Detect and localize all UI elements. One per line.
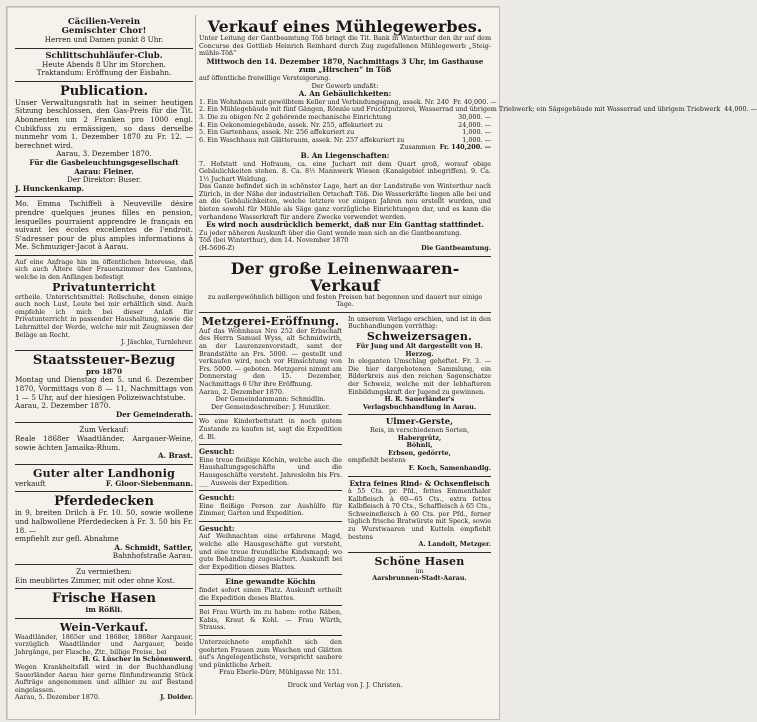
ad-title: Publication.	[59, 83, 149, 99]
ad-date: Töß (bei Winterthur), den 14. November 1870	[199, 236, 349, 245]
ad-leinenwaaren	[199, 257, 491, 313]
ad-staatssteuer	[15, 351, 193, 424]
left-column	[15, 15, 193, 705]
item-label: 4. Ein Oekonomiegebäude, assek. Nr. 255, affekuriert zu	[199, 120, 383, 129]
ad-subtitle: Gemischter Chor!	[61, 26, 147, 36]
item-value: 30,000. —	[458, 112, 491, 121]
list-item: Böhnli,	[406, 441, 433, 450]
list-item: Reis, in verschiedenen Sorten,	[369, 425, 470, 434]
ad-body: verkauft	[15, 478, 46, 488]
ad-signature: A. Schmidt, Sattler,	[114, 542, 193, 552]
ad-ulmer-gerste	[348, 415, 491, 476]
ad-emphasis: Es wird noch ausdrücklich bemerkt, daß nur Ein Ganttag stattfindet.	[206, 220, 484, 230]
ad-signature: J. Jäschke, Turnlehrer.	[121, 338, 193, 347]
ad-waschen	[199, 636, 342, 680]
ad-row	[199, 245, 491, 253]
ad-title: Gesucht:	[199, 523, 235, 533]
list-item: Habergrütz,	[397, 433, 442, 442]
item-label: 2. Ein Mühlegebäude mit fünf Gängen, Rönnle und Fruchtputzerei, Wasserrad und übrigem Triebwerk; ein Sägegebäude mit Wasserrad und übrigem Triebwerk	[199, 105, 721, 114]
ad-address: Bahnhofstraße Aarau.	[112, 551, 193, 561]
ad-line: Heute Abends 8 Uhr im Storchen.	[42, 59, 166, 69]
ad-title: Gesucht:	[199, 493, 235, 503]
ad-kinderbett	[199, 415, 342, 445]
ad-title: Privatunterricht	[52, 280, 156, 294]
ad-vermiethen	[15, 565, 193, 589]
ad-title: Eine gewandte Köchin	[225, 577, 316, 587]
ad-signature: F. Koch, Samenhandlg.	[408, 463, 491, 472]
ad-condition: auf öffentliche freiwillige Versteigerung.	[199, 73, 331, 82]
item-value: Fr. 40,000. —	[452, 97, 497, 106]
item-value: 44,000. —	[724, 105, 757, 114]
item-value: 1,000. —	[462, 128, 491, 137]
ad-title: Guter alter Landhonig	[32, 466, 176, 480]
subcolumn-left	[199, 313, 342, 680]
ad-muehlegewerbe	[199, 15, 757, 257]
total-value: Fr. 140,200. —	[439, 143, 491, 152]
ad-body: Unterzeichnete empfiehlt sich den geehrten Frauen zum Waschen und Glätten auf's Angelegentlichste, verspricht saubere und pünktliche Arbeit.	[199, 638, 342, 669]
ad-title: Ulmer-Gerste,	[385, 417, 454, 428]
ad-signature: Aarsbrunnen-Stadt-Aarau.	[372, 574, 467, 583]
ad-body: Auf Weihnachten eine erfahrene Magd, welche alle Hausgeschäfte gut versteht, und eine treue freundliche Kindsmagd; wo gute Behandlung zugesichert. Auskunft bei der Expedition dieses Blattes.	[199, 532, 342, 571]
ad-title: Zu vermiethen:	[76, 566, 132, 576]
ad-body: Eine treue fleißige Köchin, welche auch die Haushaltungsgeschäfte und die Hausgeschäfte versteht. Jahreslohn bis Frs. ___ Ausweis der Expedition.	[199, 455, 342, 487]
ad-line: Herren und Damen punkt 8 Uhr.	[44, 35, 164, 44]
ad-privatunterricht	[15, 256, 193, 351]
ad-subtitle: Für Jung und Alt dargestellt von H. Herzog.	[356, 342, 483, 358]
ad-signature: Der Gemeinderath.	[115, 409, 193, 419]
ad-date: Aarau, 2. Dezember 1870.	[199, 387, 284, 396]
ad-signature: H. R. Sauerländer's Verlagsbuchhandlung in Aarau.	[362, 395, 477, 411]
ad-title: Pferdedecken	[54, 494, 154, 510]
ad-director: Der Direktor: Buser.	[67, 175, 141, 185]
ad-intro: Unter Leitung der Gantbeamtung Töß bringt die Tit. Bank in Winterthur den ihr auf dem Concurse des Gottlieb Heinrich Reinhard durch Zug zugefallenen Mühlegewerb „Steig-mühle-Töß“	[199, 34, 491, 58]
ad-subtitle: im	[415, 566, 424, 575]
subcolumn-right	[348, 313, 491, 680]
ad-year: pro 1870	[85, 366, 123, 376]
item-label: 3. Die zu obigen Nr. 2 gehörende mechanische Einrichtung	[199, 112, 392, 121]
ad-body: Ein meublirtes Zimmer, mit oder ohne Kost.	[15, 575, 175, 585]
section-b-heading: B. An Liegenschaften:	[300, 150, 390, 160]
ad-subtitle: zu außergewöhnlich billigen und festen Preisen hat begonnen und dauert nur einige Tage.	[207, 292, 483, 309]
ad-body: Montag und Dienstag den 5. und 6. Dezember 1870, Vormittags von 8 — 11, Nachmittags von 1 — 5 Uhr, auf der hiesigen Polizeiwachtstube.	[15, 375, 193, 402]
ad-body: Mo. Emma Tschiffeli à Neuveville désire prendre quelques jeunes filles en pension, lesquelles pourraient apprendre le français en suivant les écoles excellentes de l'endroit. S'adresser pour de plus amples informations à Me. Schmuziger-Jacot à Aarau.	[15, 199, 193, 252]
ad-body: Reale 1868er Waadtländer, Aargauer-Weine, sowie ächten Jamaika-Rhum.	[15, 433, 193, 452]
ad-signature-2: Der Gemeindeschreiber: J. Hunziker.	[210, 402, 331, 411]
ad-title: Schöne Hasen	[374, 554, 465, 568]
section-a-heading: A. An Gebäulichkeiten:	[298, 89, 392, 99]
ad-rec: empfiehlt bestens	[348, 456, 406, 465]
ad-wein-verkauf	[15, 619, 193, 705]
ad-signature: A. Brast.	[158, 451, 193, 461]
ad-signature: Frau Eberle-Dürr, Mühlgasse Nr. 151.	[218, 668, 342, 677]
ad-gesucht-2	[199, 491, 342, 522]
list-item: Erbsen, gedörrte,	[388, 448, 451, 457]
newspaper-page	[6, 6, 757, 720]
ad-tschiffeli	[15, 197, 193, 256]
ad-code: (H-5606-Z)	[199, 244, 235, 253]
ad-raeben	[199, 606, 342, 636]
ad-gesucht-3	[199, 522, 342, 576]
ad-signature: H. G. Lüscher in Schönenwerd.	[82, 655, 193, 664]
ad-title: Schweizersagen.	[366, 330, 473, 343]
ad-publication	[15, 82, 193, 198]
ad-signature: Die Gantbeamtung.	[421, 244, 491, 253]
ad-subtitle: im Rößli.	[85, 605, 123, 615]
ad-object: Der Gewerb umfaßt:	[311, 81, 379, 90]
ad-when: Mittwoch den 14. Dezember 1870, Nachmittags 3 Uhr, im Gasthause zum „Hirschen“ in Töß	[206, 56, 484, 75]
ad-verlag	[348, 313, 491, 416]
ad-body: Waadtländer, 1865er und 1868er, 1868er Aargauer, vorzüglich Waadtländer und Aargauer, beide Jahrgänge, per Flasche, Ztr., billige Preise, bei	[15, 632, 193, 656]
ad-signature-2: J. Dolder.	[160, 693, 193, 702]
page-footer: Druck und Verlag von J. J. Christen.	[287, 680, 403, 689]
ad-koechin	[199, 575, 342, 606]
ad-caecilien	[15, 15, 193, 49]
ad-schlittschuh	[15, 49, 193, 82]
ad-gesucht-1	[199, 445, 342, 491]
ad-fleisch	[348, 477, 491, 553]
ad-signature: J. Hunckenkamp.	[15, 183, 85, 193]
ad-signature: F. Gloor-Siebenmann.	[105, 478, 193, 488]
ad-contact: Zu jeder näheren Auskunft über die Gant wende man sich an die Gantbeamtung.	[199, 228, 462, 237]
ad-company: Für die Gasbeleuchtungsgesellschaft Aarau: Fleiner.	[29, 157, 179, 176]
ad-description: Das Ganze befindet sich in schönster Lage, hart an der Landstraße von Winterthur nach Zürich, in der Nähe der industriellen Ortschaft Töß. Die Wasserkräfte liegen alle bei und an die Gebäulichkeiten, welche letztere vor einigen Jahren neu erstellt wurden, und bieten sowohl für Mühle als Säge ganz vorzügliche Einrichtungen dar, und es kann die vorhandene Wasserkraft für andere Zwecke verwendet werden.	[199, 182, 491, 221]
ad-landhonig	[15, 465, 193, 493]
ad-schoene-hasen	[348, 553, 491, 586]
ad-intro: Auf eine Anfrage hin im öffentlichen Interesse, daß sich auch Ältere über Frauenzimmer des Cantons, welche in den Anfängen befestigt	[15, 257, 193, 282]
ad-body: ertheile. Unterrichtsmittel: Rollschuhe, denen einige auch noch Lust, Leute bei mir erhältlich sind. Auch empfehle ich mich bei dieser Anlaß für Privatunterricht in passender Haushaltung, sowie die Lehrmittel der Werde, welche mir mit Zeugnissen der Beläge an Recht.	[15, 292, 193, 339]
ad-body: Wo eine Kinderbettstatt in noch gutem Zustande zu kaufen ist, sagt die Expedition d. Bl.	[199, 417, 342, 441]
ad-line: Traktandum: Eröffnung der Eisbahn.	[36, 68, 172, 78]
ad-row	[15, 480, 193, 489]
two-column-ads	[199, 313, 491, 680]
ad-title: Staatssteuer-Bezug	[32, 352, 176, 368]
right-column	[199, 15, 757, 690]
ad-intro: In unserem Verlage erschien, und ist in den Buchhandlungen vorräthig:	[348, 314, 491, 331]
ad-frische-hasen	[15, 589, 193, 619]
ad-title: Zum Verkauf:	[79, 425, 129, 435]
ad-body: Unser Verwaltungsrath hat in seiner heutigen Sitzung beschlossen, den Gas-Preis für die Tit. Abonnenten um 2 Franken pro 1000 engl. Cubikfuss zu ermässigen, so dass derselbe nunmehr vom 1. Dezember 1870 zu Fr. 12. — berechnet wird.	[15, 97, 193, 150]
ad-rec: empfiehlt zur gefl. Abnahme	[15, 534, 119, 544]
ad-body: In eleganten Umschlag geheftet. Fr. 3. — Die hier dargebotenen Sammlung, ein Bilderkreis aus den reichen Sagenschatze der Schweiz, welche mit der lebhafteren Einbildungskraft der Jugend zu gewinnen.	[348, 357, 491, 396]
ad-pferdedecken	[15, 492, 193, 565]
item-label: 6. Ein Waschhaus mit Glätteraum, assek. Nr. 257 affekuriert zu	[199, 135, 405, 144]
ad-zum-verkauf	[15, 423, 193, 464]
item-label: 5. Ein Gartenhaus, assek. Nr. 256 affekuriert zu	[199, 128, 355, 137]
total-label: Zusammen	[399, 143, 436, 152]
ad-date: Aarau, 5. Dezember 1870.	[15, 693, 100, 702]
ad-title: Schlittschuhläufer-Club.	[45, 50, 163, 61]
ad-title: Verkauf eines Mühlegewerbes.	[207, 17, 483, 36]
ad-title: Wein-Verkauf.	[59, 620, 149, 634]
ad-title: Metzgerei-Eröffnung.	[201, 314, 340, 328]
item-value: 1,000. —	[462, 135, 491, 144]
ad-title: Extra feines Rind- & Ochsenfleisch	[349, 478, 490, 488]
ad-extra: Wegen Krankheitsfall wird in der Buchhandlung Sauerländer Aarau hier gerne fünfundzwanzig Stück Aufträge angenommen und allhier zu auf Bestand eingelassen.	[15, 663, 193, 694]
ad-date: Aarau, 2. Dezember 1870.	[15, 401, 111, 411]
ad-body: Eine fleißige Person zur Aushülfe für Zimmer, Garten und Expedition.	[199, 501, 342, 518]
ad-title: Gesucht:	[199, 447, 235, 457]
item-value: 24,000. —	[458, 120, 491, 129]
item-label: 1. Ein Wohnhaus mit gewölbtem Keller und Verbindungsgang, assek. Nr. 240	[199, 97, 449, 106]
building-list	[199, 97, 757, 152]
ad-body: Bei Frau Würth im zu haben: rothe Räben, Kabis, Kraut & Kohl. — Frau Würth, Strauss.	[199, 608, 342, 632]
ad-body: à 55 Cts. pr. Pfd., fettes Emmenthaler Kalbfleisch à 60—65 Cts., extra fettes Kalbfleisch à 70 Cts., Schaffleisch à 65 Cts., Schweinefleisch à 60 Cts. per Pfd., ferner täglich frische Bratwürste mit Speck, sowie zu Wurstwaaren und Kutteln empfiehlt bestens	[348, 487, 491, 541]
ad-body: in 9, breiten Drilch à Fr. 10. 50, sowie wollene und halbwollene Pferdedecken à Fr. 3. 50 bis Fr. 18. —	[15, 508, 193, 535]
ad-row	[15, 694, 193, 702]
ad-title: Cäcilien-Verein	[67, 17, 141, 27]
column-divider	[195, 15, 196, 715]
ad-body: Auf das Wohnhaus Nro 252 der Erbschaft des Herrn Samuel Wyss, alt Schmidwirth, an der Laurenzenvorstadt, samt der Brandstätte an Frs. 5000. — gestellt und verkaufen wird, noch vor Hinsichtung von Frs. 5000. — geboten. Metzgerei nimmt am Donnerstag den 15. Dezember, Nachmittags 6 Uhr ihre Eröffnung.	[199, 326, 342, 388]
ad-body: findet sofort einen Platz. Auskunft ertheilt die Expedition dieses Blattes.	[199, 586, 342, 602]
land-list: 7. Hofstatt und Hofraum, ca. eine Juchart mit dem Quart groß, worauf obige Gebäulichkeiten stehen. 8. Ca. 8½ Mannwerk Wiesen (Kanalgebiet inbegriffen). 9. Ca. 1½ Juchart Waldung.	[199, 159, 491, 183]
ad-signature: A. Landolt, Metzger.	[418, 540, 491, 549]
ad-date: Aarau, 3. Dezember 1870.	[56, 149, 152, 159]
ad-metzgerei	[199, 313, 342, 416]
ad-signature: Der Gemeindammann: Schmidlin.	[215, 395, 326, 404]
ad-title: Der große Leinenwaaren-Verkauf	[230, 258, 460, 295]
ad-title: Frische Hasen	[51, 591, 157, 607]
